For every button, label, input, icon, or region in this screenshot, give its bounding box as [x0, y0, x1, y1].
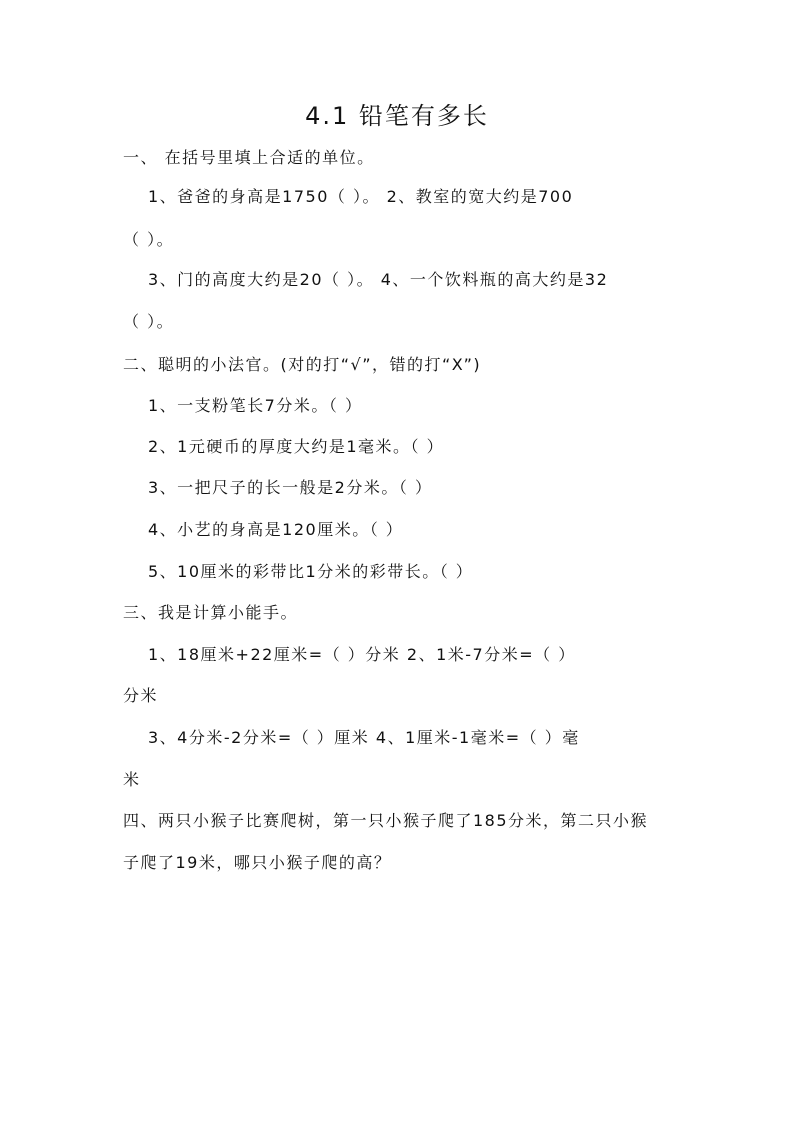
section-1-heading: 一、 在括号里填上合适的单位。 [123, 148, 375, 167]
section-3-heading: 三、我是计算小能手。 [123, 603, 299, 622]
section-4-question-line-1: 四、两只小猴子比赛爬树，第一只小猴子爬了185分米，第二只小猴 [123, 811, 649, 830]
section-1-question-3-4: 3、门的高度大约是20（ ）。 4、一个饮料瓶的高大约是32 [148, 270, 609, 289]
section-1-question-2-continuation: （ ）。 [123, 230, 175, 249]
page-title: 4.1 铅笔有多长 [305, 102, 489, 130]
section-3-question-1-2: 1、18厘米+22厘米=（ ）分米 2、1米-7分米=（ ） [148, 645, 576, 664]
section-2-item: 1、一支粉笔长7分米。（ ） [148, 396, 363, 415]
section-3-question-3-4: 3、4分米-2分米=（ ）厘米 4、1厘米-1毫米=（ ）毫 [148, 728, 580, 747]
section-2-item: 4、小艺的身高是120厘米。（ ） [148, 520, 404, 539]
section-2-item: 2、1元硬币的厚度大约是1毫米。（ ） [148, 437, 445, 456]
section-1-question-4-continuation: （ ）。 [123, 312, 175, 331]
section-2-item: 5、10厘米的彩带比1分米的彩带长。（ ） [148, 562, 474, 581]
section-4-question-line-2: 子爬了19米，哪只小猴子爬的高？ [123, 853, 392, 872]
section-3-question-2-continuation: 分米 [123, 686, 159, 705]
section-3-question-4-continuation: 米 [123, 770, 141, 789]
section-2-item: 3、一把尺子的长一般是2分米。（ ） [148, 478, 433, 497]
section-1-question-1-2: 1、爸爸的身高是1750（ ）。 2、教室的宽大约是700 [148, 187, 574, 206]
section-2-heading: 二、聪明的小法官。(对的打“√”，错的打“X”) [123, 355, 482, 374]
